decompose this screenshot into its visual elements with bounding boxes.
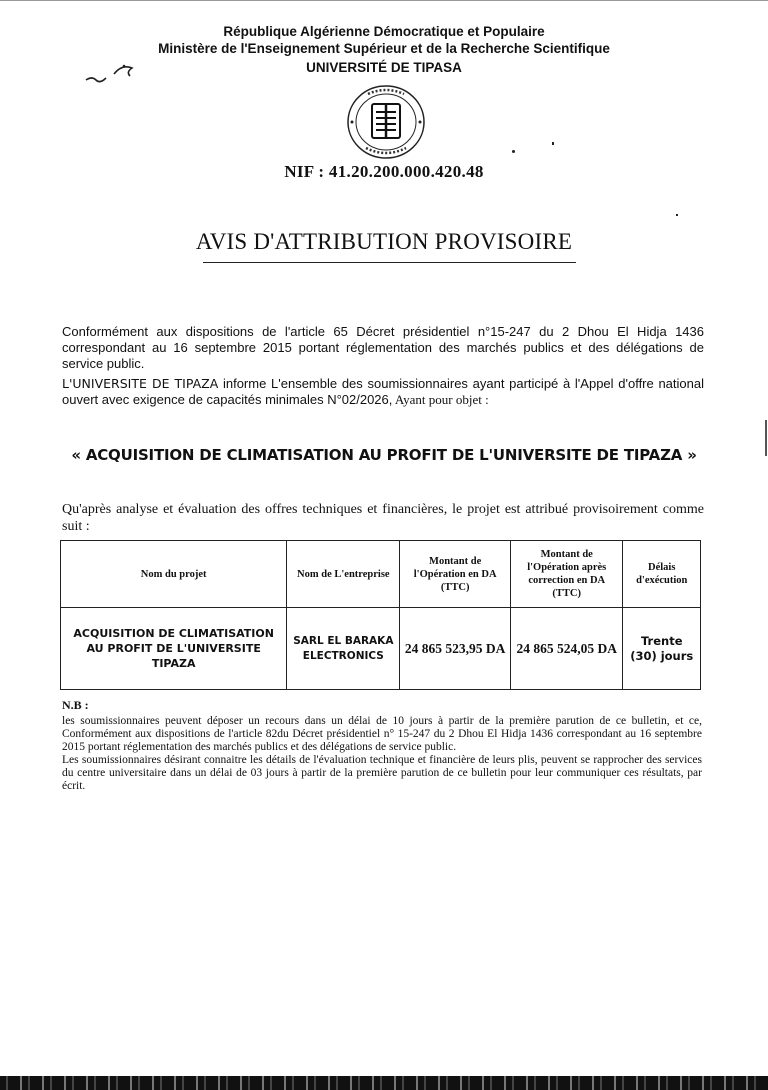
analysis-paragraph: Qu'après analyse et évaluation des offres techniques et financières, le projet est attribué provisoirement comme suit : — [62, 502, 704, 534]
cell-projet: ACQUISITION DE CLIMATISATION AU PROFIT DE L'UNIVERSITE TIPAZA — [61, 608, 287, 690]
scan-speck — [512, 150, 515, 153]
intro-university-name: L'UNIVERSITE DE TIPAZA — [62, 376, 219, 391]
intro-paragraph-2 — [62, 376, 704, 408]
scan-edge-mark — [765, 420, 767, 456]
intro-paragraph-1: Conformément aux dispositions de l'article 65 Décret présidentiel n°15-247 du 2 Dhou El Hidja 1436 correspondant au 16 septembre 2015 portant réglementation des marchés publics et des délégations de service public. — [62, 324, 704, 371]
nif-number: NIF : 41.20.200.000.420.48 — [284, 162, 484, 181]
col-header-montant: Montant de l'Opération en DA (TTC) — [400, 541, 511, 608]
nb-paragraph-1: les soumissionnaires peuvent déposer un recours dans un délai de 10 jours à partir de la première parution de ce bulletin, et ce, Conformément aux dispositions de l'article 82du Décret présidentiel n° 15-247 du 2 Dhou El Hidja 1436 correspondant au 16 septembre 2015 portant réglementation des marchés publics et des délégations de service public. — [62, 715, 702, 753]
scan-speck — [676, 214, 678, 216]
nb-paragraph-2: Les soumissionnaires désirant connaitre les détails de l'évaluation technique et financière de leurs plis, peuvent se rapprocher des services du centre universitaire dans un délai de 03 jours à partir de la première parution de ce bulletin pour leur communiquer ces résultats, par écrit. — [62, 754, 702, 792]
cell-delais: Trente (30) jours — [623, 608, 701, 690]
table-row — [61, 608, 701, 690]
col-header-delais: Délais d'exécution — [623, 541, 701, 608]
scan-edge-line — [0, 0, 768, 1]
header-ministry: Ministère de l'Enseignement Supérieur et de la Recherche Scientifique — [158, 41, 610, 56]
nb-title: N.B : — [62, 698, 89, 712]
col-header-montant-correction: Montant de l'Opération après correction en DA (TTC) — [510, 541, 622, 608]
nb-section — [62, 699, 702, 793]
title-underline — [203, 262, 576, 263]
handwritten-mark-icon — [84, 60, 144, 88]
col-header-entreprise: Nom de L'entreprise — [287, 541, 400, 608]
cell-montant: 24 865 523,95 DA — [400, 608, 511, 690]
table-header-row — [61, 541, 701, 608]
scan-speck — [552, 142, 554, 145]
cell-entreprise: SARL EL BARAKA ELECTRONICS — [287, 608, 400, 690]
attribution-table — [60, 540, 701, 690]
objet-title: « ACQUISITION DE CLIMATISATION AU PROFIT DE L'UNIVERSITE DE TIPAZA » — [71, 446, 697, 464]
col-header-projet: Nom du projet — [61, 541, 287, 608]
page-title: AVIS D'ATTRIBUTION PROVISOIRE — [195, 229, 573, 254]
intro-main-text: informe L'ensemble des soumissionnaires ayant participé à l'Appel d'offre national ouvert avec exigence de capacités minimales N°02/2026, — [62, 376, 704, 407]
cell-montant-correction: 24 865 524,05 DA — [510, 608, 622, 690]
scan-bottom-edge — [0, 1076, 768, 1090]
header-university: UNIVERSITÉ DE TIPASA — [306, 60, 462, 75]
header-republic: République Algérienne Démocratique et Populaire — [223, 24, 545, 39]
intro-objet-label: Ayant pour objet : — [392, 392, 489, 407]
university-seal-icon — [338, 82, 434, 162]
